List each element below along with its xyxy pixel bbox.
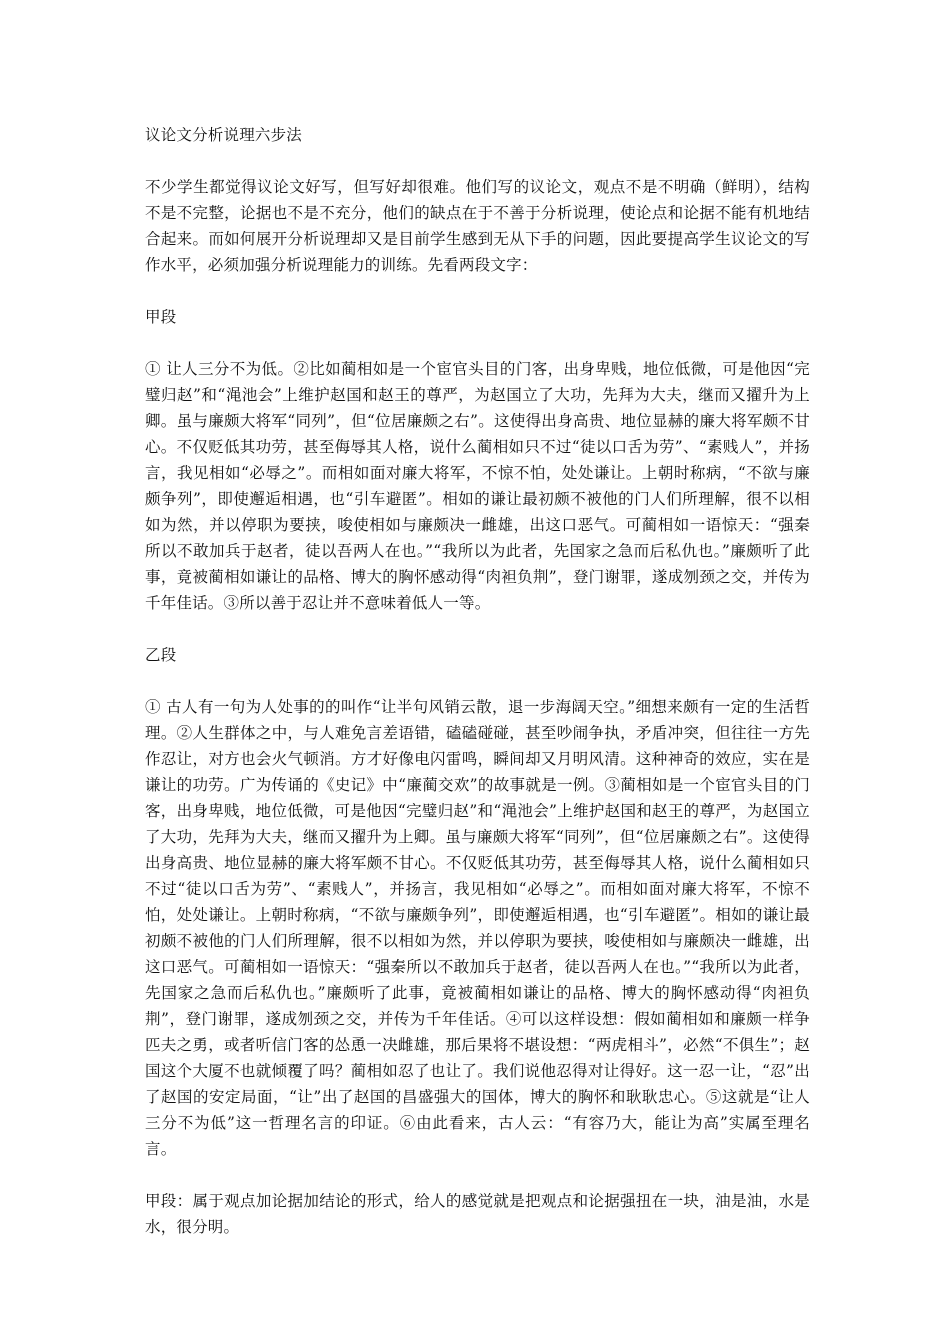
section-b-heading: 乙段 <box>145 646 177 664</box>
section-a-paragraph: ① 让人三分不为低。②比如蔺相如是一个宦官头目的门客，出身卑贱，地位低微，可是他因“完璧归赵”和“渑池会”上维护赵国和赵王的尊严，为赵国立了大功，先拜为大夫，继而又擢升为上卿。虽与廉颇大将军“同列”，但“位居廉颇之右”。这使得出身高贵、地位显赫的廉大将军颇不甘心。不仅贬低其功劳，甚至侮辱其人格，说什么蔺相如只不过“徒以口舌为劳”、“素贱人”，并扬言，我见相如“必辱之”。而相如面对廉大将军，不惊不怕，处处谦让。上朝时称病，“不欲与廉颇争列”，即使邂逅相遇，也“引车避匿”。相如的谦让最初颇不被他的门人们所理解，很不以相如为然，并以停职为要挟，唆使相如与廉颇决一雌雄，出这口恶气。可蔺相如一语惊天：“强秦所以不敢加兵于赵者，徒以吾两人在也。”“我所以为此者，先国家之急而后私仇也。”廉颇听了此事，竟被蔺相如谦让的品格、博大的胸怀感动得“肉袒负荆”，登门谢罪，遂成刎颈之交，并传为千年佳话。③所以善于忍让并不意味着低人一等。 <box>145 360 810 612</box>
document-title: 议论文分析说理六步法 <box>145 126 303 144</box>
conclusion-a-paragraph: 甲段：属于观点加论据加结论的形式，给人的感觉就是把观点和论据强扭在一块，油是油，水是水，很分明。 <box>145 1192 810 1236</box>
section-a-heading: 甲段 <box>145 308 177 326</box>
document-page <box>145 122 810 1266</box>
intro-paragraph: 不少学生都觉得议论文好写，但写好却很难。他们写的议论文，观点不是不明确（鲜明），结构不是不完整，论据也不是不充分，他们的缺点在于不善于分析说理，使论点和论据不能有机地结合起来。而如何展开分析说理却又是目前学生感到无从下手的问题，因此要提高学生议论文的写作水平，必须加强分析说理能力的训练。先看两段文字： <box>145 178 810 274</box>
section-b-paragraph: ① 古人有一句为人处事的的叫作“让半句风销云散，退一步海阔天空。”细想来颇有一定的生活哲理。②人生群体之中，与人难免言差语错，磕磕碰碰，甚至吵闹争执，矛盾冲突，但往往一方先作忍让，对方也会火气顿消。方才好像电闪雷鸣，瞬间却又月明风清。这种神奇的效应，实在是谦让的功劳。广为传诵的《史记》中“廉蔺交欢”的故事就是一例。③蔺相如是一个宦官头目的门客，出身卑贱，地位低微，可是他因“完璧归赵”和“渑池会”上维护赵国和赵王的尊严，为赵国立了大功，先拜为大夫，继而又擢升为上卿。虽与廉颇大将军“同列”，但“位居廉颇之右”。这使得出身高贵、地位显赫的廉大将军颇不甘心。不仅贬低其功劳，甚至侮辱其人格，说什么蔺相如只不过“徒以口舌为劳”、“素贱人”，并扬言，我见相如“必辱之”。而相如面对廉大将军，不惊不怕，处处谦让。上朝时称病，“不欲与廉颇争列”，即使邂逅相遇，也“引车避匿”。相如的谦让最初颇不被他的门人们所理解，很不以相如为然，并以停职为要挟，唆使相如与廉颇决一雌雄，出这口恶气。可蔺相如一语惊天：“强秦所以不敢加兵于赵者，徒以吾两人在也。”“我所以为此者，先国家之急而后私仇也。”廉颇听了此事，竟被蔺相如谦让的品格、博大的胸怀感动得“肉袒负荆”，登门谢罪，遂成刎颈之交，并传为千年佳话。④可以这样设想：假如蔺相如和廉颇一样争匹夫之勇，或者听信门客的怂恿一决雌雄，那后果将不堪设想：“两虎相斗”，必然“不俱生”；赵国这个大厦不也就倾覆了吗？蔺相如忍了也让了。我们说他忍得对让得好。这一忍一让，“忍”出了赵国的安定局面，“让”出了赵国的昌盛强大的国体，博大的胸怀和耿耿忠心。⑤这就是“让人三分不为低”这一哲理名言的印证。⑥由此看来，古人云：“有容乃大，能让为高”实属至理名言。 <box>145 698 810 1158</box>
